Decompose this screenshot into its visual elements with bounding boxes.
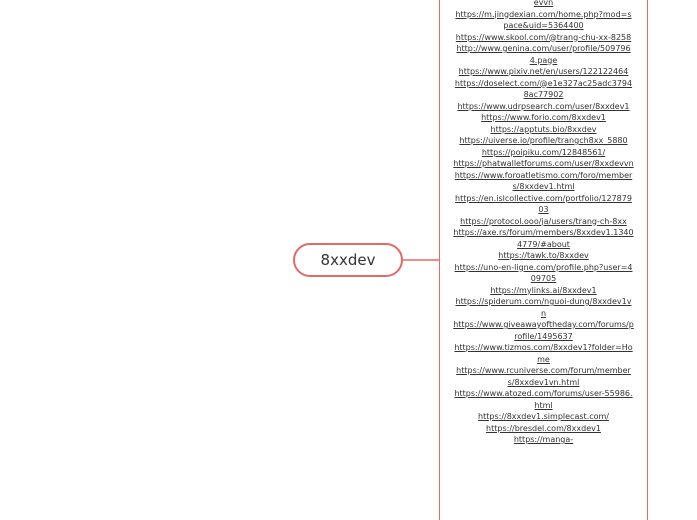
link-item[interactable]: https://phatwalletforums.com/user/8xxdevvn xyxy=(453,159,634,168)
link-item[interactable]: https://8xxdev1.simplecast.com/ xyxy=(478,412,609,421)
link-item[interactable]: https://bresdel.com/8xxdev1 xyxy=(486,423,601,433)
link-item[interactable]: https://spiderum.com/nguoi-dung/8xxdev1vn xyxy=(455,297,632,318)
link-item[interactable]: https://uiverse.io/profile/trangch8xx_5880 xyxy=(459,136,628,145)
link-item[interactable]: https://uno-en-ligne.com/profile.php?user=409705 xyxy=(454,262,633,283)
link-item[interactable]: evvn xyxy=(533,0,554,7)
link-item[interactable]: https://www.pixiv.net/en/users/122122464 xyxy=(458,67,629,76)
link-item[interactable]: https://www.udrpsearch.com/user/8xxdev1 xyxy=(457,101,630,111)
links-topic-node[interactable] xyxy=(439,0,648,520)
link-item[interactable]: https://mylinks.ai/8xxdev1 xyxy=(490,285,597,295)
link-item[interactable]: https://protocol.ooo/ja/users/trang-ch-8xx xyxy=(460,216,627,226)
link-item[interactable]: https://tawk.to/8xxdev xyxy=(498,251,589,260)
root-topic-label: 8xxdev xyxy=(320,251,376,269)
link-item[interactable]: https://manga- xyxy=(513,435,574,444)
link-list xyxy=(440,0,647,446)
link-item[interactable]: https://www.skool.com/@trang-chu-xx-8258 xyxy=(455,32,632,42)
link-item[interactable]: https://axe.rs/forum/members/8xxdev1.13404779/#about xyxy=(453,228,634,249)
link-item[interactable]: https://apptuts.bio/8xxdev xyxy=(490,124,597,134)
link-item[interactable]: http://www.genina.com/user/profile/5097964.page xyxy=(456,44,631,65)
root-topic-node[interactable] xyxy=(293,243,403,277)
link-item[interactable]: https://m.jingdexian.com/home.php?mod=space&uid=5364400 xyxy=(455,9,632,30)
link-item[interactable]: https://www.tizmos.com/8xxdev1?folder=Home xyxy=(454,343,633,364)
link-item[interactable]: https://www.giveawayoftheday.com/forums/profile/1495637 xyxy=(453,320,634,341)
link-item[interactable]: https://www.foroatletismo.com/foro/members/8xxdev1.html xyxy=(454,170,633,191)
link-item[interactable]: https://en.islcollective.com/portfolio/12787903 xyxy=(455,193,632,214)
link-item[interactable]: https://www.atozed.com/forums/user-55986.html xyxy=(454,389,633,410)
link-item[interactable]: https://www.rcuniverse.com/forum/members/8xxdev1vn.html xyxy=(456,366,631,387)
link-item[interactable]: https://doselect.com/@e1e327ac25adc37948ac77902 xyxy=(454,78,633,99)
link-item[interactable]: https://www.forio.com/8xxdev1 xyxy=(481,113,606,122)
link-item[interactable]: https://poipiku.com/12848561/ xyxy=(481,147,606,157)
